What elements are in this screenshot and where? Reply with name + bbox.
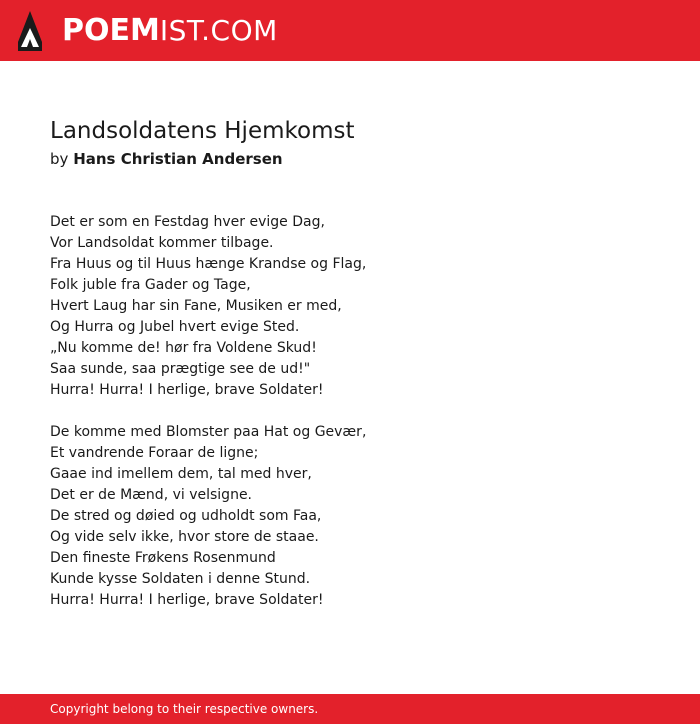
poem-line: Det er som en Festdag hver evige Dag, — [50, 214, 325, 230]
author-link[interactable]: Hans Christian Andersen — [73, 150, 283, 168]
poem-line: Det er de Mænd, vi velsigne. — [50, 487, 253, 503]
poem-line: De komme med Blomster paa Hat og Gevær, — [50, 424, 367, 440]
byline — [50, 150, 670, 169]
poem-line: Hurra! Hurra! I herlige, brave Soldater! — [50, 592, 324, 608]
poem-line: Hurra! Hurra! I herlige, brave Soldater! — [50, 382, 324, 398]
site-footer — [0, 694, 700, 724]
site-logo-link[interactable] — [18, 11, 278, 51]
logo-bold-part: POEM — [62, 12, 160, 48]
poem-line: Gaae ind imellem dem, tal med hver, — [50, 466, 312, 482]
poem-line: Et vandrende Foraar de ligne; — [50, 445, 259, 461]
poem-line: Kunde kysse Soldaten i denne Stund. — [50, 571, 311, 587]
poem-line: Hvert Laug har sin Fane, Musiken er med, — [50, 298, 342, 314]
poem-line: De stred og døied og udholdt som Faa, — [50, 508, 322, 524]
poem-line: Og vide selv ikke, hvor store de staae. — [50, 529, 319, 545]
pencil-tip-icon — [18, 11, 42, 51]
poem-line: Fra Huus og til Huus hænge Krandse og Flag, — [50, 256, 367, 272]
stanza-2 — [50, 422, 670, 611]
poem-line: Vor Landsoldat kommer tilbage. — [50, 235, 274, 251]
poem-line: Og Hurra og Jubel hvert evige Sted. — [50, 319, 300, 335]
poem-content — [50, 116, 670, 632]
poem-title: Landsoldatens Hjemkomst — [50, 118, 355, 144]
site-logo-text — [62, 12, 278, 48]
site-header — [0, 0, 700, 61]
poem-line: „Nu komme de! hør fra Voldene Skud! — [50, 340, 317, 356]
logo-light-part: IST.COM — [159, 13, 278, 47]
byline-prefix: by — [50, 150, 69, 168]
poem-line: Den fineste Frøkens Rosenmund — [50, 550, 276, 566]
poem-line: Folk juble fra Gader og Tage, — [50, 277, 251, 293]
poem-line: Saa sunde, saa prægtige see de ud!" — [50, 361, 311, 377]
copyright-text: Copyright belong to their respective owners. — [50, 702, 319, 716]
poem-body — [50, 212, 670, 611]
stanza-1 — [50, 212, 670, 401]
